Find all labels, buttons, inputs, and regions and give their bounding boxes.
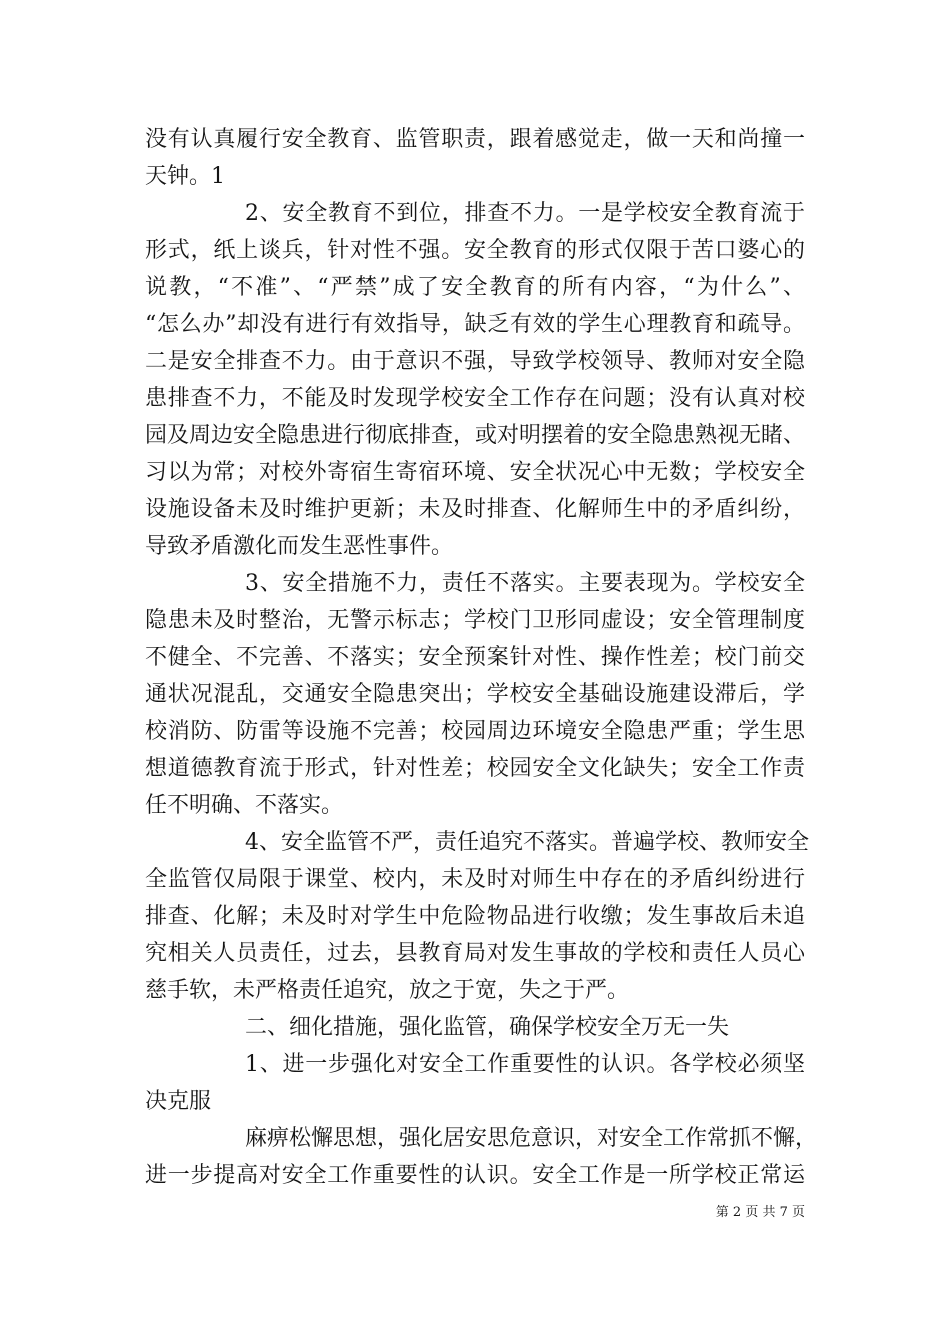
text-line: 习以为常；对校外寄宿生寄宿环境、安全状况心中无数；学校安全 — [145, 460, 805, 485]
text-line: 说教，“不准”、“严禁”成了安全教育的所有内容，“为什么”、 — [145, 275, 805, 300]
paragraph-start-line: 麻痹松懈思想，强化居安思危意识，对安全工作常抓不懈， — [245, 1126, 818, 1151]
text-line: 想道德教育流于形式，针对性差；校园安全文化缺失；安全工作责 — [145, 756, 805, 781]
paragraph-start-line: 3、安全措施不力，责任不落实。主要表现为。学校安全 — [245, 571, 805, 596]
text-line: 二是安全排查不力。由于意识不强，导致学校领导、教师对安全隐 — [145, 349, 805, 374]
text-line: 没有认真履行安全教育、监管职责，跟着感觉走，做一天和尚撞一 — [145, 127, 805, 152]
text-line: 形式，纸上谈兵，针对性不强。安全教育的形式仅限于苦口婆心的 — [145, 238, 805, 263]
paragraph-start-line: 4、安全监管不严，责任追究不落实。普遍学校、教师安全 — [245, 830, 809, 855]
text-line: 决克服 — [145, 1089, 212, 1114]
text-line: 设施设备未及时维护更新；未及时排查、化解师生中的矛盾纠纷， — [145, 497, 805, 522]
body-text — [0, 121, 950, 1194]
text-line: 究相关人员责任，过去，县教育局对发生事故的学校和责任人员心 — [145, 941, 805, 966]
text-line: 天钟。1 — [145, 164, 225, 189]
text-line: 不健全、不完善、不落实；安全预案针对性、操作性差；校门前交 — [145, 645, 805, 670]
text-line: 慈手软，未严格责任追究，放之于宽，失之于严。 — [145, 978, 630, 1003]
text-line: “怎么办”却没有进行有效指导，缺乏有效的学生心理教育和疏导。 — [145, 312, 805, 337]
paragraph-start-line: 1、进一步强化对安全工作重要性的认识。各学校必须坚 — [245, 1052, 805, 1077]
text-line: 通状况混乱，交通安全隐患突出；学校安全基础设施建设滞后，学 — [145, 682, 805, 707]
text-line: 隐患未及时整治，无警示标志；学校门卫形同虚设；安全管理制度 — [145, 608, 805, 633]
section-heading: 二、细化措施，强化监管，确保学校安全万无一失 — [245, 1015, 730, 1040]
text-line: 全监管仅局限于课堂、校内，未及时对师生中存在的矛盾纠纷进行 — [145, 867, 805, 892]
paragraph-start-line: 2、安全教育不到位，排查不力。一是学校安全教育流于 — [245, 201, 805, 226]
text-line: 排查、化解；未及时对学生中危险物品进行收缴；发生事故后未追 — [145, 904, 805, 929]
text-line: 患排查不力，不能及时发现学校安全工作存在问题；没有认真对校 — [145, 386, 805, 411]
text-line: 校消防、防雷等设施不完善；校园周边环境安全隐患严重；学生思 — [145, 719, 805, 744]
text-line: 园及周边安全隐患进行彻底排查，或对明摆着的安全隐患熟视无睹、 — [145, 423, 806, 448]
text-line: 进一步提高对安全工作重要性的认识。安全工作是一所学校正常运 — [145, 1163, 805, 1188]
text-line: 任不明确、不落实。 — [145, 793, 344, 818]
text-line: 导致矛盾激化而发生恶性事件。 — [145, 534, 454, 559]
page-number-footer: 第 2 页 共 7 页 — [715, 1205, 805, 1220]
